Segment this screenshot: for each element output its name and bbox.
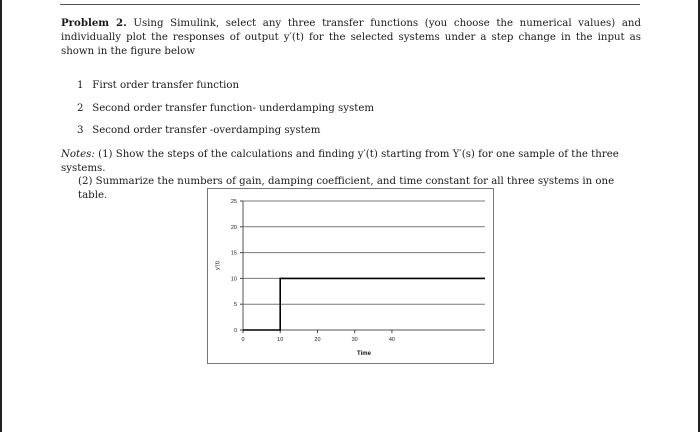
notes-item-1: (1) Show the steps of the calculations and finding y′(t) starting from Y′(s) for one sample of the three systems. xyxy=(61,149,619,174)
list-item-text: Second order transfer -overdamping system xyxy=(92,125,321,136)
list-item-number: 1 xyxy=(77,80,84,91)
problem-label: Problem 2. xyxy=(61,17,127,29)
list-item-text: First order transfer function xyxy=(92,80,240,91)
list-item xyxy=(77,102,374,125)
list-item-number: 3 xyxy=(77,125,84,136)
notes-item-2: (2) Summarize the numbers of gain, damping coefficient, and time constant for all three systems in one table. xyxy=(78,176,615,201)
y-tick-label: 0 xyxy=(233,328,237,334)
x-tick-label: 40 xyxy=(388,337,395,343)
list-item-text: Second order transfer function- underdamping system xyxy=(92,102,375,114)
y-tick-label: 10 xyxy=(230,276,237,283)
notes-label: Notes: xyxy=(61,149,95,160)
x-tick-label: 0 xyxy=(241,337,245,343)
problem-text: Using Simulink, select any three transfer functions (you choose the numerical values) and individually plot the responses of output y′(t) for the selected systems under a step change in the input as shown in the figure below xyxy=(61,18,641,57)
x-tick-label: 10 xyxy=(277,337,284,343)
list-item xyxy=(77,79,374,102)
transfer-function-list xyxy=(77,79,374,147)
x-tick-label: 20 xyxy=(314,337,321,343)
top-rule xyxy=(60,4,640,5)
y-tick-label: 25 xyxy=(230,199,237,205)
y-tick-label: 20 xyxy=(230,224,237,231)
left-border xyxy=(0,0,2,432)
notes-line-1 xyxy=(61,148,641,175)
chart-frame xyxy=(208,189,494,364)
step-response-chart xyxy=(207,188,494,364)
x-axis-label: Time xyxy=(357,351,371,357)
y-axis-label: y′(t) xyxy=(215,261,221,270)
list-item xyxy=(77,124,374,147)
chart-svg xyxy=(207,188,494,364)
x-tick-label: 30 xyxy=(351,337,358,343)
y-tick-label: 15 xyxy=(230,250,237,257)
y-tick-label: 5 xyxy=(233,302,237,309)
problem-statement xyxy=(61,16,641,59)
list-item-number: 2 xyxy=(77,102,84,114)
